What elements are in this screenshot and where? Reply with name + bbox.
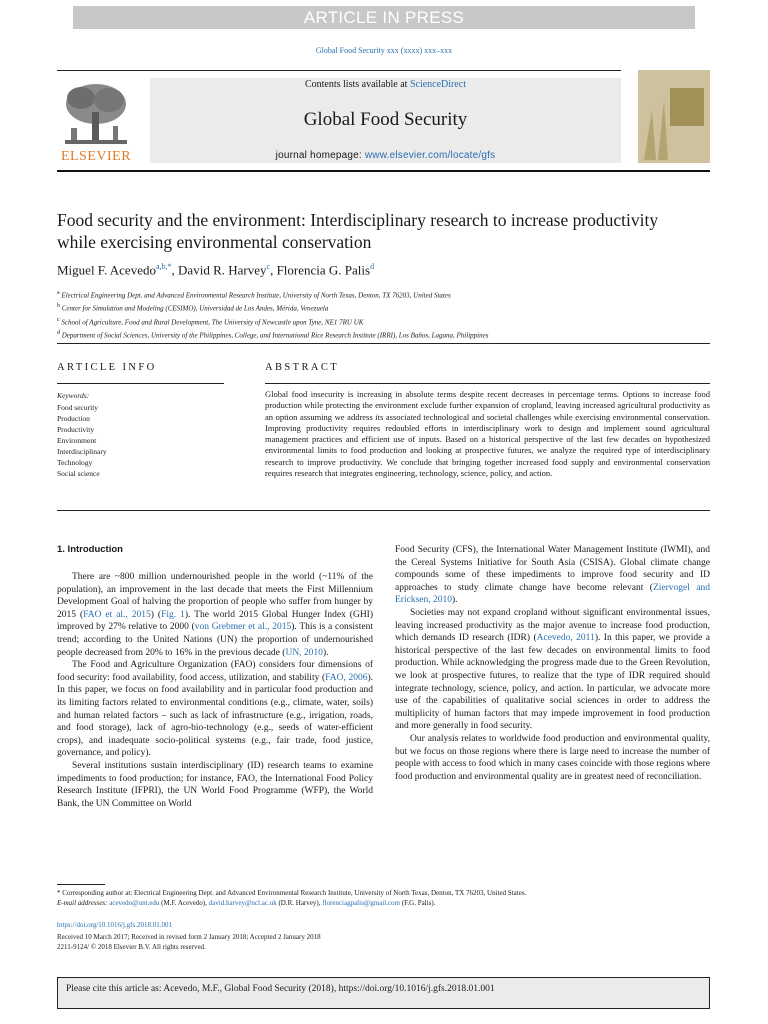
abstract-text: Global food insecurity is increasing in absolute terms despite recent decreases in percentage terms. Options to increase food production while protecting the environment exclude further expansion of cropland, leaving increased agricultural productivity as an option assuming we address its associated technological and societal challenges while exercising environmental conservation. Improving productivity requires redoubled efforts in interdisciplinary work to design and implement sound agricultural management practices and efficient use of inputs. Based on a historical perspective of the last few decades on hypothesized environmental limits to food production and looking at prospective futures, we analyze the required type of interdisciplinary research to improve productivity. We conclude that bringing together increased food supply and environmental conservation requires research that integrates engineering, technology, science, policy, and action. [265,389,710,479]
article-title: Food security and the environment: Interdisciplinary research to increase productivity while exercising environmental conservation [57,210,659,252]
homepage-link[interactable]: www.elsevier.com/locate/gfs [364,150,496,161]
header-bottom-rule [57,170,710,172]
paragraph: Our analysis relates to worldwide food production and environmental quality, but we focus on those regions where there is large need to increase the number of people with access to food which in many cases coincide with those regions where food production and environmental quality are in greatest need of reconciliation. [395,733,710,782]
email-link[interactable]: david.harvey@ncl.ac.uk [208,899,277,907]
figure-link[interactable]: Fig. 1 [161,609,185,620]
keyword: Interdisciplinary [57,447,107,456]
citation-link[interactable]: von Grebmer et al., 2015 [194,622,292,633]
citation-box: Please cite this article as: Acevedo, M.F., Global Food Security (2018), https://doi.org/10.1016/j.gfs.2018.01.001 [57,977,710,1009]
elsevier-wordmark: ELSEVIER [60,149,132,164]
keyword: Social science [57,469,100,478]
body-column-left [57,571,373,810]
article-info-rule [57,383,224,384]
paragraph: Societies may not expand cropland without significant environmental issues, leaving increased productivity as the major avenue to increase food production, which demands ID research (IDR) (Acevedo, 2011). In this paper, we provide a historical perspective of the last few decades on environmental limits to food production. While acknowledging the progress made due to the Green Revolution, we look at prospective futures, to realize that the type of IDR required should integrate technology, science, policy, and action. In particular, we advocate more use of the capabilities of qualitative social sciences in order to address the multiplicity of human factors that may impede improvement in food production and more generally in food security. [395,607,710,732]
section-heading: 1. Introduction [57,544,123,555]
sciencedirect-link[interactable]: ScienceDirect [409,79,467,90]
keyword: Food security [57,403,99,412]
abstract-bottom-rule [57,510,710,511]
doi-link[interactable]: https://doi.org/10.1016/j.gfs.2018.01.001 [57,921,172,929]
author-name[interactable]: Miguel F. Acevedo [57,262,156,278]
email-link[interactable]: acevedo@unt.edu [109,899,160,907]
keywords-label: Keywords: [57,391,90,400]
contents-line: Contents lists available at ScienceDirect [304,79,467,90]
paragraph: Food Security (CFS), the International Water Management Institute (IWMI), and the Cereal Systems Initiative for South Asia (CSISA). Global climate change compounds some of these impediments to improve food security and ID approaches to study climate change have become relevant (Ziervogel and Ericksen, 2010). [395,545,710,606]
journal-cover-image[interactable] [638,70,710,163]
footnote-rule [57,884,105,885]
citation-link[interactable]: FAO, 2006 [325,672,368,683]
keyword: Productivity [57,425,95,434]
author-name[interactable]: David R. Harvey [178,262,267,278]
author-name[interactable]: Florencia G. Palis [276,262,371,278]
article-in-press-banner: ARTICLE IN PRESS [73,6,695,29]
email-addresses: E-mail addresses: acevedo@unt.edu (M.F. Acevedo), david.harvey@ncl.ac.uk (D.R. Harvey), florenciagpalis@gmail.com (F.G. Palis). [57,899,436,907]
section-rule [57,343,710,344]
corresponding-author-note: * Corresponding author at: Electrical Engineering Dept. and Advanced Environmental Research Institute, University of North Texas, Denton, TX 76203, United States. [57,889,527,897]
paragraph: Several institutions sustain interdisciplinary (ID) research teams to examine impediments to food production; for instance, FAO, the International Food Policy Research Institute (IFPRI), the UN World Food Programme (WFP), the World Bank, the UN Committee on World [57,760,373,809]
keyword: Environment [57,436,97,445]
article-info-heading: ARTICLE INFO [57,362,157,373]
abstract-rule [265,383,710,384]
abstract-heading: ABSTRACT [265,362,340,373]
keyword: Production [57,414,90,423]
citation-link[interactable]: UN, 2010 [285,647,323,658]
keywords-list [57,402,107,479]
publication-dates: Received 10 March 2017; Received in revised form 2 January 2018; Accepted 2 January 2018 2211-9124/ © 2018 Elsevier B.V. All rights reserved. [57,933,321,951]
affiliation: $^d$ Department of Social Sciences, University of the Philippines, College, and International Rice Research Institute (IRRI), Los Baños, Laguna, Philippines [57,329,489,340]
header-top-rule [57,70,621,71]
footnotes [57,888,710,908]
paragraph: The Food and Agriculture Organization (FAO) considers four dimensions of food security: food availability, food access, utilization, and stability (FAO, 2006). In this paper, we focus on food availability and in particular food production and its limiting factors related to environmental conditions (e.g., climate, water, soils) and human related factors – such as lack of infrastructure (e.g., irrigation, roads, and food storage), lack of agro-bio-technology (e.g., seeds of water-efficient crops), and inadequate socio-political systems (e.g., fair trade, food justice, governance, and policy). [57,660,373,759]
affiliation: $^a$ Electrical Engineering Dept. and Advanced Environmental Research Institute, University of North Texas, Denton, TX 76203, United States [57,290,451,300]
journal-homepage: journal homepage: www.elsevier.com/locate/gfs [275,150,496,161]
journal-reference[interactable]: Global Food Security xxx (xxxx) xxx–xxx [315,46,453,55]
affiliation: $^b$ Center for Simulation and Modeling (CESIMO), Universidad de Los Andes, Mérida, Venezuela [57,303,329,313]
keyword: Technology [57,458,93,467]
email-link[interactable]: florenciagpalis@gmail.com [322,899,400,907]
citation-link[interactable]: FAO et al., 2015 [83,609,151,620]
citation-link[interactable]: Acevedo, 2011 [536,633,595,644]
affiliation: $^c$ School of Agriculture, Food and Rural Development, The University of Newcastle upon Tyne, NE1 7RU UK [57,316,364,326]
journal-title: Global Food Security [303,109,468,130]
body-column-right [395,544,710,783]
author-list: Miguel F. Acevedo$^{a,b,*}$, David R. Harvey$^c$, Florencia G. Palis$^d$ [57,262,375,278]
affiliation-list [57,288,707,341]
citation-link[interactable]: Ziervogel and Ericksen, 2010 [395,582,710,606]
paragraph: There are ~800 million undernourished people in the world (~11% of the population), an improvement in the last decade that meets the First Millennium Development Goal of halving the proportion of people who suffer from hunger by 2015 (FAO et al., 2015) (Fig. 1). The world 2015 Global Hunger Index (GHI) improved by 27% relative to 2000 (von Grebmer et al., 2015). This is a consistent trend; according to the United Nations (UN) the proportion of undernourished people decreased from 20% to 16% in the previous decade (UN, 2010). [57,572,374,658]
author-affil-marker[interactable]: a,b,* [155,262,172,271]
author-affil-marker[interactable]: d [370,262,375,271]
author-affil-marker[interactable]: c [266,262,271,271]
